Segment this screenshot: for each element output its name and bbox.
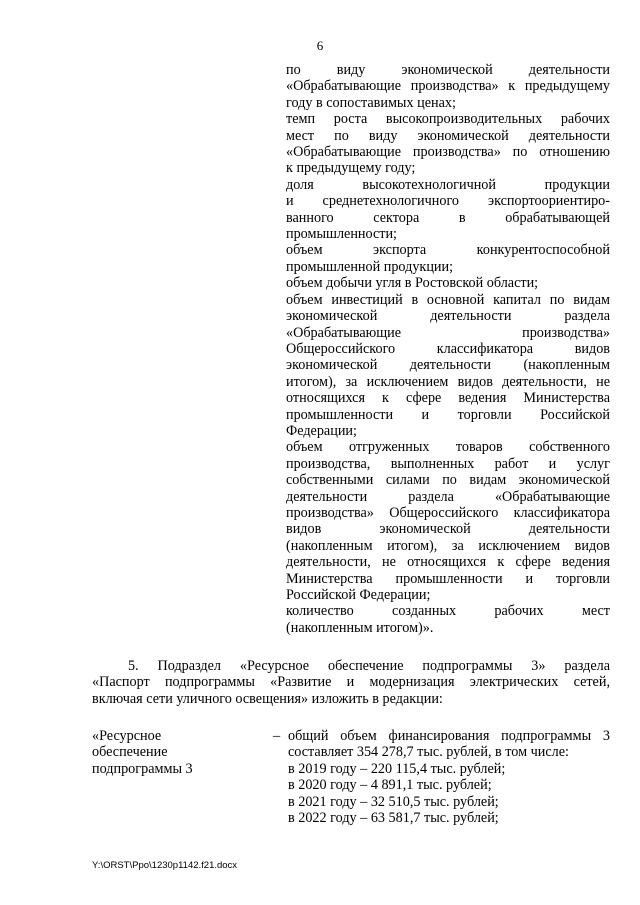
- indicator-line: видов экономической деятельности: [286, 521, 610, 538]
- section-5-line: включая сети уличного освещения» изложить в редакции:: [92, 690, 443, 707]
- indicator-line: темп роста высокопроизводительных рабочих: [286, 111, 610, 128]
- resource-text-line: в 2022 году – 63 581,7 тыс. рублей;: [288, 810, 499, 827]
- indicator-line: деятельности, не относящихся к сфере ведения: [286, 554, 610, 571]
- indicator-line: (накопленным итогом)».: [286, 619, 434, 636]
- section-5-paragraph: [92, 658, 610, 707]
- indicator-item: [286, 439, 610, 603]
- indicator-line: году в сопоставимых ценах;: [286, 94, 456, 111]
- indicator-line: производства, выполненных работ и услуг: [286, 455, 610, 472]
- indicator-line: объем инвестиций в основной капитал по видам: [286, 291, 610, 308]
- indicator-line: промышленности и торговли Российской: [286, 406, 610, 423]
- indicator-line: промышленной продукции;: [286, 258, 454, 275]
- section-5-line: 5. Подраздел «Ресурсное обеспечение подпрограммы 3» раздела: [128, 658, 610, 674]
- indicator-line: объем отгруженных товаров собственного: [286, 439, 610, 456]
- indicator-line: экономической деятельности (накопленным: [286, 357, 610, 374]
- resource-text-line: в 2020 году – 4 891,1 тыс. рублей;: [288, 777, 492, 794]
- indicator-item: [286, 62, 610, 111]
- file-path-footer: Y:\ORST\Ppo\1230p1142.f21.docx: [92, 860, 238, 871]
- indicator-item: [286, 111, 610, 177]
- resource-text-line: общий объем финансирования подпрограммы 3: [288, 728, 610, 744]
- resource-label: [92, 728, 252, 777]
- indicator-line: «Обрабатывающие производства»: [286, 324, 610, 341]
- indicator-line: мест по виду экономической деятельности: [286, 127, 610, 144]
- indicator-line: ванного сектора в обрабатывающей: [286, 209, 610, 226]
- page-number: 6: [316, 38, 324, 53]
- resource-text: [288, 728, 610, 826]
- indicator-line: (накопленным итогом), за исключением видов: [286, 537, 610, 554]
- indicator-line: Министерства промышленности и торговли: [286, 570, 610, 587]
- indicator-item: [286, 275, 610, 291]
- indicator-item: [286, 242, 610, 275]
- indicator-line: производства» Общероссийского классификатора: [286, 504, 610, 521]
- indicator-line: по виду экономической деятельности: [286, 62, 610, 78]
- indicator-line: Федерации;: [286, 422, 357, 439]
- indicator-line: и среднетехнологичного экспортоориентиро-: [286, 193, 610, 210]
- indicator-line: объем добычи угля в Ростовской области;: [286, 275, 539, 292]
- indicator-line: относящихся к сфере ведения Министерства: [286, 390, 610, 407]
- indicator-line: промышленности;: [286, 226, 397, 243]
- resource-label-line: подпрограммы 3: [92, 760, 193, 777]
- resource-text-line: в 2019 году – 220 115,4 тыс. рублей;: [288, 760, 506, 777]
- resource-dash: –: [273, 728, 281, 744]
- indicator-line: Общероссийского классификатора видов: [286, 340, 610, 357]
- indicator-line: Российской Федерации;: [286, 587, 431, 603]
- indicator-line: «Обрабатывающие производства» по отношению: [286, 144, 610, 161]
- indicator-line: объем экспорта конкурентоспособной: [286, 242, 610, 259]
- resource-label-line: обеспечение: [92, 744, 168, 761]
- indicator-list: [286, 62, 610, 636]
- resource-text-line: в 2021 году – 32 510,5 тыс. рублей;: [288, 793, 499, 810]
- indicator-line: количество созданных рабочих мест: [286, 603, 610, 620]
- indicator-item: [286, 292, 610, 440]
- indicator-line: к предыдущему году;: [286, 160, 416, 177]
- indicator-item: [286, 177, 610, 243]
- indicator-item: [286, 603, 610, 636]
- resource-label-line: «Ресурсное: [92, 728, 162, 744]
- indicator-line: деятельности раздела «Обрабатывающие: [286, 488, 610, 505]
- indicator-line: «Обрабатывающие производства» к предыдущему: [286, 78, 610, 95]
- resource-text-line: составляет 354 278,7 тыс. рублей, в том числе:: [288, 744, 569, 761]
- indicator-line: доля высокотехнологичной продукции: [286, 176, 610, 193]
- section-5-line: «Паспорт подпрограммы «Развитие и модернизация электрических сетей,: [92, 674, 610, 691]
- indicator-line: собственными силами по видам экономической: [286, 472, 610, 489]
- indicator-line: итогом), за исключением видов деятельности, не: [286, 373, 610, 390]
- indicator-line: экономической деятельности раздела: [286, 308, 610, 325]
